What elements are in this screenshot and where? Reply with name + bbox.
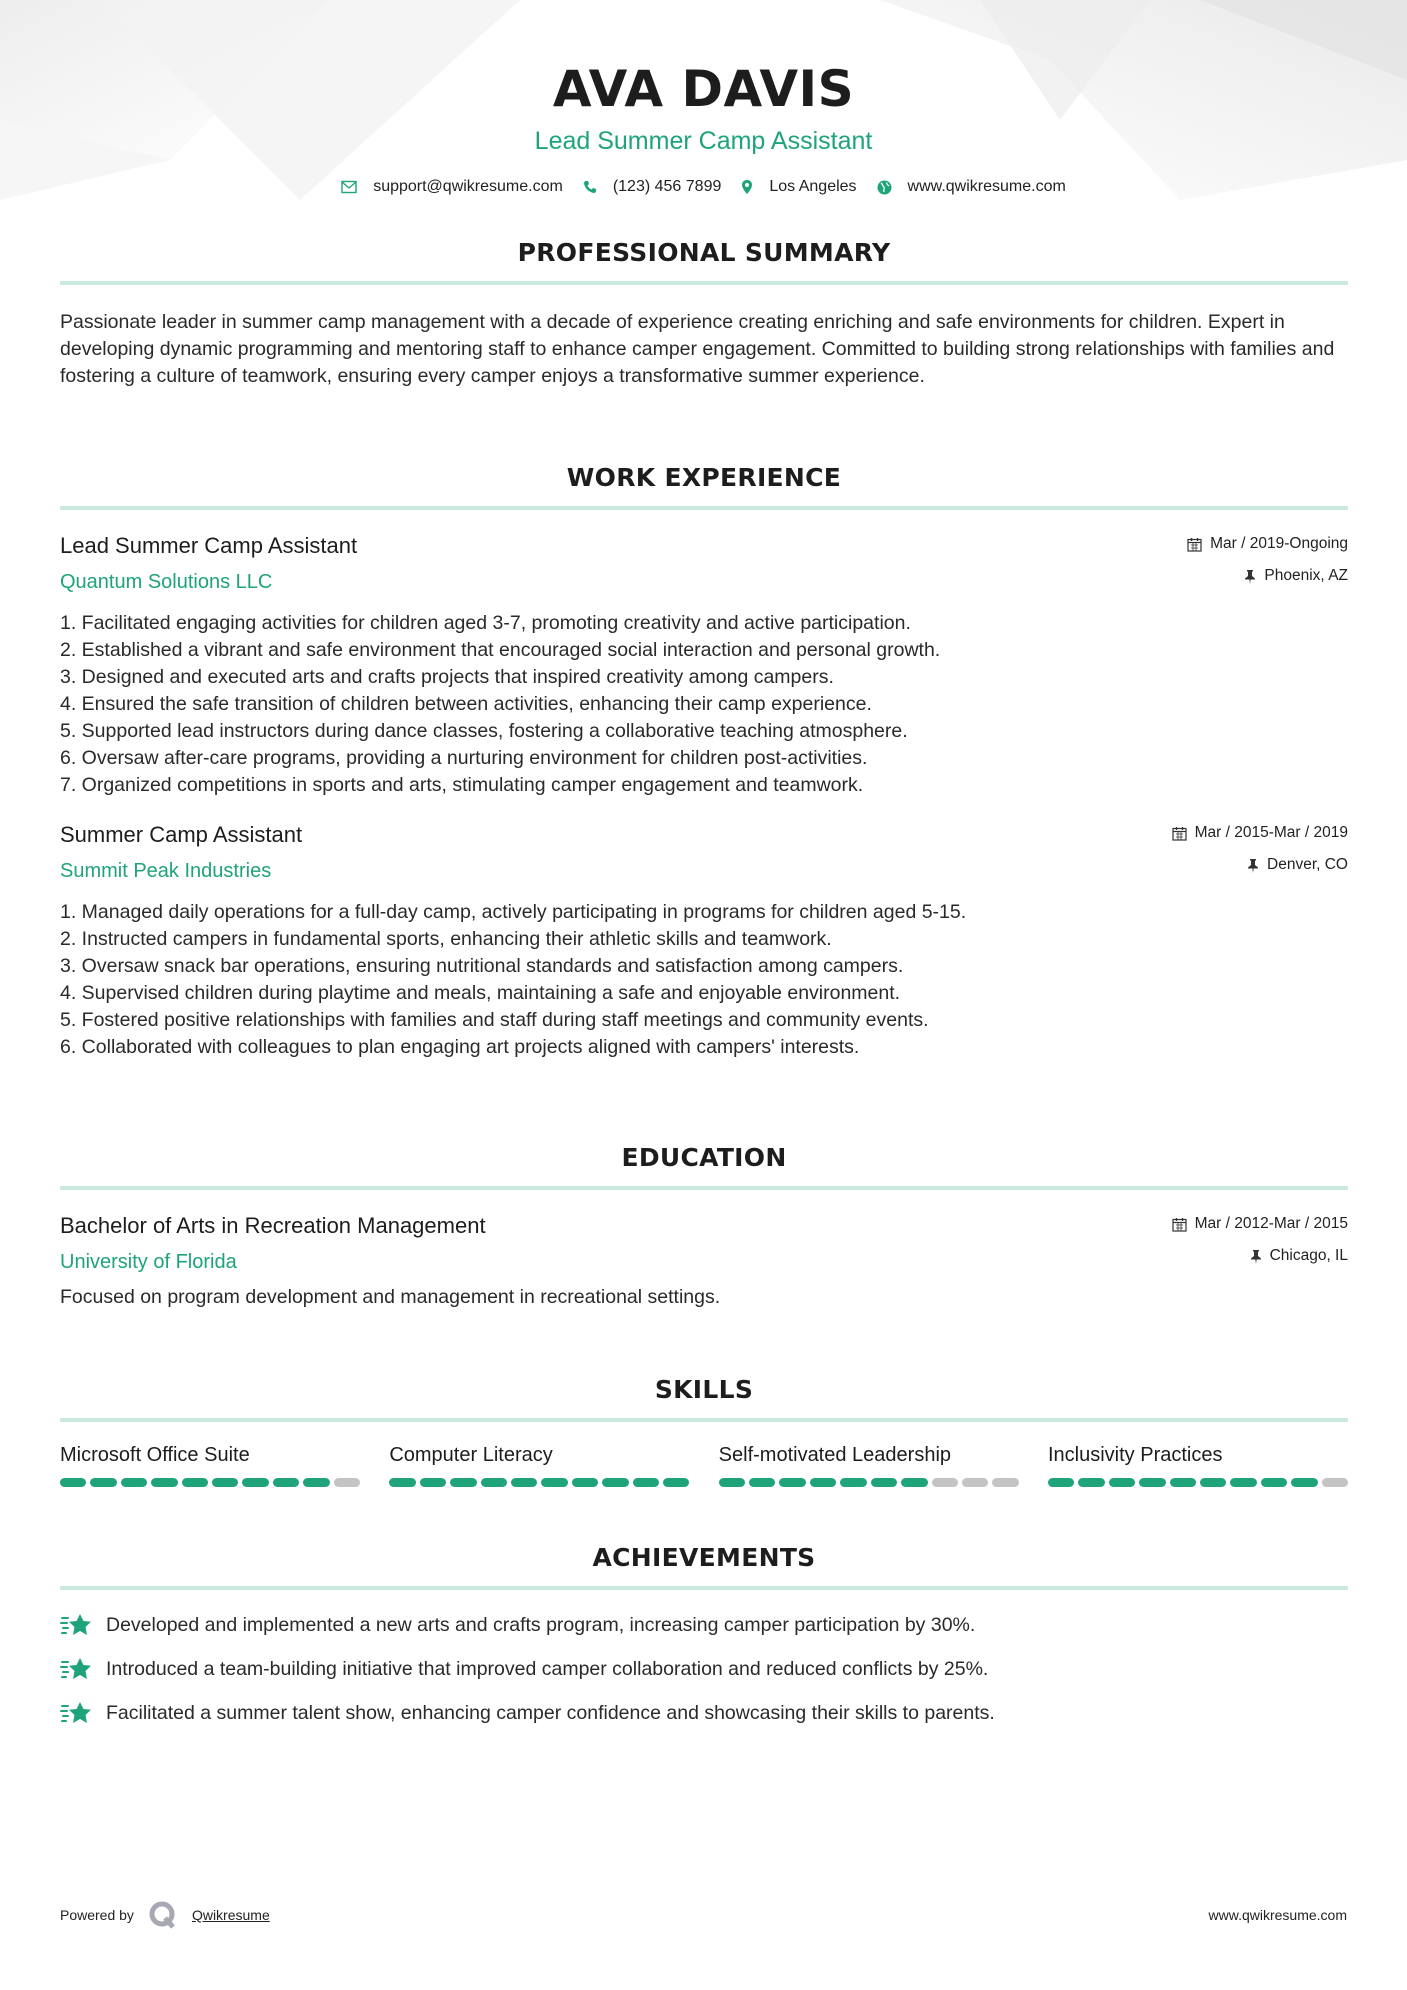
job-location-text: Denver, CO <box>1267 856 1348 873</box>
skill-segment-filled <box>420 1478 446 1487</box>
education-section <box>60 1143 1348 1311</box>
contact-bar <box>0 178 1407 196</box>
globe-icon <box>877 180 892 195</box>
star-achievement-icon <box>60 1656 94 1682</box>
envelope-icon <box>341 180 357 194</box>
skill-segment-filled <box>450 1478 476 1487</box>
job-bullet: 6. Collaborated with colleagues to plan engaging art projects aligned with campers' interests. <box>60 1036 860 1058</box>
skill-name: Self-motivated Leadership <box>718 1444 952 1466</box>
job-entry <box>60 532 1348 799</box>
job-dates <box>1187 532 1348 556</box>
contact-website-text: www.qwikresume.com <box>907 178 1066 195</box>
skill-segment-filled <box>60 1478 86 1487</box>
achievement-item <box>60 1612 1348 1638</box>
achievements-heading: ACHIEVEMENTS <box>592 1543 816 1572</box>
skill-segment-filled <box>901 1478 927 1487</box>
skill-segment-filled <box>303 1478 329 1487</box>
section-divider <box>60 1186 1348 1190</box>
achievement-item <box>60 1700 1348 1726</box>
skill-segment-filled <box>1230 1478 1256 1487</box>
skill-segment-filled <box>182 1478 208 1487</box>
skill-item <box>60 1442 360 1487</box>
job-bullets <box>60 899 1348 1061</box>
section-divider <box>60 1418 1348 1422</box>
skill-segment-empty <box>962 1478 988 1487</box>
job-bullet: 4. Supervised children during playtime and meals, maintaining a safe and enjoyable environment. <box>60 982 901 1004</box>
job-bullet: 5. Supported lead instructors during dance classes, fostering a collaborative teaching atmosphere. <box>60 720 908 742</box>
skill-segment-filled <box>273 1478 299 1487</box>
job-dates-text: Mar / 2019-Ongoing <box>1210 535 1348 552</box>
school-name: University of Florida <box>60 1251 237 1273</box>
job-bullet: 4. Ensured the safe transition of children between activities, enhancing their camp experience. <box>60 693 872 715</box>
education-dates-text: Mar / 2012-Mar / 2015 <box>1194 1215 1348 1232</box>
experience-heading: WORK EXPERIENCE <box>566 463 842 492</box>
skill-segment-filled <box>481 1478 507 1487</box>
skill-segment-filled <box>121 1478 147 1487</box>
star-achievement-icon <box>60 1612 94 1638</box>
skill-segment-filled <box>1078 1478 1104 1487</box>
job-bullet: 1. Managed daily operations for a full-day camp, actively participating in programs for children aged 5-15. <box>60 901 967 923</box>
job-bullet: 2. Instructed campers in fundamental sports, enhancing their athletic skills and teamwork. <box>60 928 832 950</box>
section-divider <box>60 281 1348 285</box>
job-bullet: 1. Facilitated engaging activities for children aged 3-7, promoting creativity and active participation. <box>60 612 911 634</box>
qwikresume-link[interactable]: Qwikresume <box>191 1907 270 1923</box>
phone-icon <box>583 180 597 194</box>
skill-segment-filled <box>1291 1478 1317 1487</box>
page-footer <box>60 1900 1347 1930</box>
experience-section <box>60 463 1348 1061</box>
candidate-title: Lead Summer Camp Assistant <box>534 127 873 155</box>
skill-segment-filled <box>572 1478 598 1487</box>
achievements-list <box>60 1612 1348 1726</box>
calendar-icon <box>1172 826 1187 841</box>
skill-segment-filled <box>1109 1478 1135 1487</box>
contact-phone-text: (123) 456 7899 <box>612 178 722 195</box>
job-bullet: 7. Organized competitions in sports and arts, stimulating camper engagement and teamwork. <box>60 774 864 796</box>
job-bullet: 3. Oversaw snack bar operations, ensuring nutritional standards and satisfaction among campers. <box>60 955 904 977</box>
job-bullet: 5. Fostered positive relationships with families and staff during staff meetings and community events. <box>60 1009 929 1031</box>
job-location <box>1187 564 1348 588</box>
skill-segment-empty <box>334 1478 360 1487</box>
skill-segment-filled <box>1048 1478 1074 1487</box>
skills-heading: SKILLS <box>654 1375 754 1404</box>
contact-email-text: support@qwikresume.com <box>373 178 563 195</box>
contact-location-text: Los Angeles <box>769 178 857 195</box>
skill-segment-filled <box>602 1478 628 1487</box>
education-dates <box>1172 1212 1348 1236</box>
skill-name: Inclusivity Practices <box>1047 1444 1223 1466</box>
skill-segment-filled <box>810 1478 836 1487</box>
skill-segment-filled <box>1261 1478 1287 1487</box>
job-title: Lead Summer Camp Assistant <box>60 533 358 558</box>
skill-segment-filled <box>389 1478 415 1487</box>
job-entry <box>60 821 1348 1061</box>
powered-by <box>60 1900 270 1930</box>
job-dates-text: Mar / 2015-Mar / 2019 <box>1194 824 1348 841</box>
job-company: Summit Peak Industries <box>60 860 272 882</box>
skill-segment-empty <box>992 1478 1018 1487</box>
skill-segment-filled <box>90 1478 116 1487</box>
skill-segment-filled <box>633 1478 659 1487</box>
education-location-text: Chicago, IL <box>1269 1247 1348 1264</box>
achievement-text: Developed and implemented a new arts and crafts program, increasing camper participation by 30%. <box>106 1614 976 1636</box>
skill-segment-filled <box>663 1478 689 1487</box>
skill-segment-filled <box>151 1478 177 1487</box>
section-divider <box>60 506 1348 510</box>
skill-segment-filled <box>1200 1478 1226 1487</box>
skill-segment-filled <box>749 1478 775 1487</box>
skills-list <box>60 1442 1348 1487</box>
education-location <box>1172 1244 1348 1268</box>
skills-section <box>60 1375 1348 1487</box>
summary-section <box>60 238 1348 390</box>
achievement-item <box>60 1656 1348 1682</box>
skill-level-bar <box>60 1478 360 1487</box>
job-bullet: 6. Oversaw after-care programs, providing a nurturing environment for children post-activities. <box>60 747 868 769</box>
job-bullet: 2. Established a vibrant and safe environment that encouraged social interaction and personal growth. <box>60 639 941 661</box>
map-pin-icon <box>741 179 753 195</box>
calendar-icon <box>1187 537 1202 552</box>
education-heading: EDUCATION <box>621 1143 787 1172</box>
section-divider <box>60 1586 1348 1590</box>
summary-heading: PROFESSIONAL SUMMARY <box>517 238 891 267</box>
pushpin-icon <box>1244 569 1256 584</box>
skill-name: Computer Literacy <box>389 1444 553 1466</box>
powered-by-label: Powered by <box>60 1907 134 1923</box>
skill-segment-filled <box>212 1478 238 1487</box>
skill-segment-filled <box>840 1478 866 1487</box>
education-entry <box>60 1212 1348 1276</box>
job-company: Quantum Solutions LLC <box>60 571 273 593</box>
contact-location <box>741 178 856 196</box>
pushpin-icon <box>1247 858 1259 873</box>
skill-segment-filled <box>511 1478 537 1487</box>
qwikresume-logo-icon <box>148 1900 178 1930</box>
calendar-icon <box>1172 1217 1187 1232</box>
skill-item <box>719 1442 1019 1487</box>
job-dates <box>1172 821 1348 845</box>
resume-header <box>0 0 1407 196</box>
education-description: Focused on program development and management in recreational settings. <box>60 1286 721 1308</box>
star-achievement-icon <box>60 1700 94 1726</box>
job-title: Summer Camp Assistant <box>60 822 303 847</box>
job-bullets <box>60 610 1348 799</box>
skill-level-bar <box>1048 1478 1348 1487</box>
skill-item <box>1048 1442 1348 1487</box>
achievement-text: Facilitated a summer talent show, enhancing camper confidence and showcasing their skills to parents. <box>106 1702 995 1724</box>
contact-email[interactable] <box>341 178 563 196</box>
candidate-name: AVA DAVIS <box>552 60 855 118</box>
skill-segment-filled <box>242 1478 268 1487</box>
job-bullet: 3. Designed and executed arts and crafts projects that inspired creativity among campers. <box>60 666 834 688</box>
contact-phone[interactable] <box>583 178 722 196</box>
skill-level-bar <box>719 1478 1019 1487</box>
skill-name: Microsoft Office Suite <box>60 1444 250 1466</box>
skill-segment-filled <box>1170 1478 1196 1487</box>
achievements-section <box>60 1543 1348 1726</box>
skill-segment-filled <box>871 1478 897 1487</box>
skill-segment-filled <box>719 1478 745 1487</box>
degree-title: Bachelor of Arts in Recreation Management <box>60 1213 486 1238</box>
skill-item <box>389 1442 689 1487</box>
pushpin-icon <box>1250 1249 1262 1264</box>
footer-website[interactable]: www.qwikresume.com <box>1208 1907 1347 1923</box>
skill-segment-filled <box>1139 1478 1165 1487</box>
job-location <box>1172 853 1348 877</box>
skill-segment-filled <box>541 1478 567 1487</box>
job-location-text: Phoenix, AZ <box>1264 567 1348 584</box>
contact-website[interactable] <box>877 178 1066 196</box>
skill-level-bar <box>389 1478 689 1487</box>
skill-segment-empty <box>1322 1478 1348 1487</box>
skill-segment-empty <box>932 1478 958 1487</box>
summary-text: Passionate leader in summer camp management with a decade of experience creating enriching and safe environments for children. Expert in developing dynamic programming and mentoring staff to enhance camper engagement. Committed to building strong relationships with families and fostering a culture of teamwork, ensuring every camper enjoys a transformative summer experience. <box>60 311 1335 387</box>
skill-segment-filled <box>779 1478 805 1487</box>
achievement-text: Introduced a team-building initiative that improved camper collaboration and reduced conflicts by 25%. <box>106 1658 989 1680</box>
